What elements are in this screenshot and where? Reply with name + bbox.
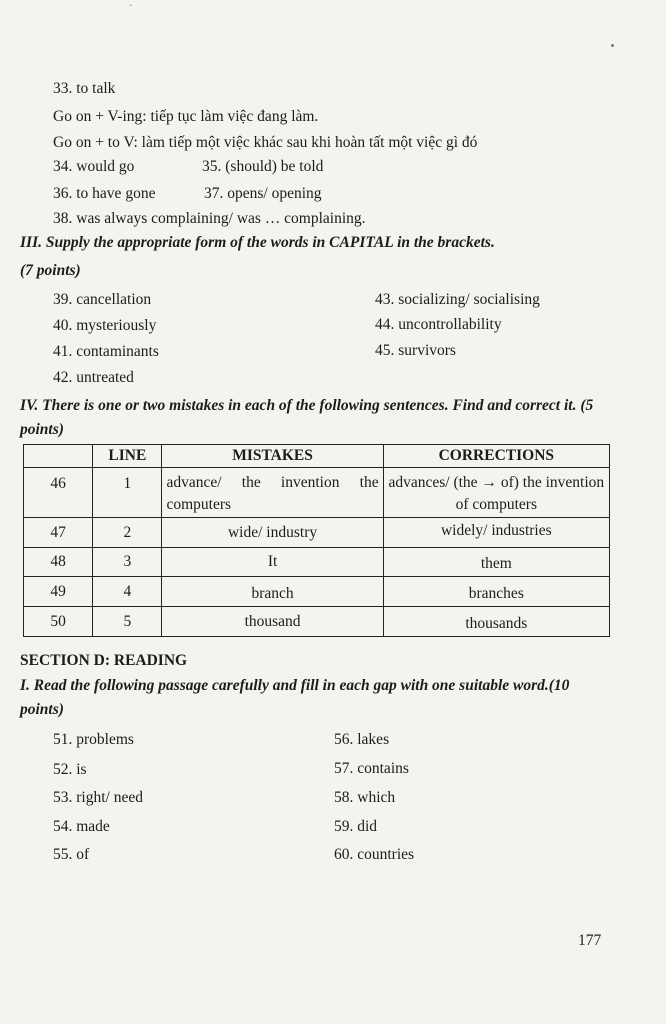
row-line: 5	[93, 607, 162, 637]
answer-33: 33. to talk	[53, 80, 116, 97]
answer-51: 51. problems	[53, 731, 134, 748]
answer-52: 52. is	[53, 761, 87, 778]
answer-37: 37. opens/ opening	[204, 185, 322, 202]
goon-ving-note: Go on + V-ing: tiếp tục làm việc đang làm.	[53, 108, 319, 125]
part3-points: (7 points)	[20, 262, 81, 279]
row-number: 49	[24, 577, 93, 607]
part3-heading: III. Supply the appropriate form of the words in CAPITAL in the brackets.	[20, 234, 495, 251]
row-line: 3	[93, 548, 162, 577]
table-header-row	[24, 445, 610, 468]
row-correction: thousands	[383, 607, 609, 637]
row-correction: branches	[383, 577, 609, 607]
header-mistakes: MISTAKES	[162, 445, 383, 468]
answer-36: 36. to have gone	[53, 185, 156, 202]
goon-tov-note: Go on + to V: làm tiếp một việc khác sau khi hoàn tất một việc gì đó	[53, 134, 478, 151]
answer-34: 34. would go	[53, 158, 135, 175]
row-correction: advances/ (the → of) the invention of computers	[383, 468, 609, 518]
answer-38: 38. was always complaining/ was … complaining.	[53, 210, 366, 227]
table-row	[24, 518, 610, 548]
header-line: LINE	[93, 445, 162, 468]
answer-56: 56. lakes	[334, 731, 390, 748]
row-number: 47	[24, 518, 93, 548]
answer-45: 45. survivors	[375, 342, 456, 359]
answer-53: 53. right/ need	[53, 789, 143, 806]
corner-mark: ˇ	[129, 3, 132, 13]
table-row	[24, 577, 610, 607]
row-mistake: branch	[162, 577, 383, 607]
row-line: 4	[93, 577, 162, 607]
section-d-title: SECTION D: READING	[20, 652, 188, 669]
answer-60: 60. countries	[334, 846, 415, 863]
answer-35: 35. (should) be told	[202, 158, 324, 175]
answer-40: 40. mysteriously	[53, 317, 157, 334]
table-row	[24, 607, 610, 637]
row-mistake: advance/ the invention the computers	[162, 468, 383, 518]
answer-41: 41. contaminants	[53, 343, 159, 360]
part4-heading: IV. There is one or two mistakes in each of the following sentences. Find and correct it. (5 points)	[20, 397, 594, 438]
row-line: 2	[93, 518, 162, 548]
row-correction: them	[383, 548, 609, 577]
header-number	[24, 445, 93, 468]
row-mistake: wide/ industry	[162, 518, 383, 548]
answer-57: 57. contains	[334, 760, 409, 777]
row-number: 46	[24, 468, 93, 518]
row-line: 1	[93, 468, 162, 518]
ink-dot	[611, 44, 614, 47]
answer-39: 39. cancellation	[53, 291, 152, 308]
row-correction: widely/ industries	[383, 518, 609, 548]
table-row	[24, 548, 610, 577]
row-number: 50	[24, 607, 93, 637]
answer-44: 44. uncontrollability	[375, 316, 502, 333]
table-row	[24, 468, 610, 518]
header-corrections: CORRECTIONS	[383, 445, 609, 468]
answer-42: 42. untreated	[53, 369, 134, 386]
answer-43: 43. socializing/ socialising	[375, 291, 540, 308]
answer-59: 59. did	[334, 818, 378, 835]
row-number: 48	[24, 548, 93, 577]
mistakes-table	[23, 444, 610, 637]
row-mistake: thousand	[162, 607, 383, 637]
answer-58: 58. which	[334, 789, 396, 806]
section-d-heading: I. Read the following passage carefully and fill in each gap with one suitable word.(10 points)	[20, 677, 570, 718]
answer-54: 54. made	[53, 818, 110, 835]
answer-55: 55. of	[53, 846, 90, 863]
row-mistake: It	[162, 548, 383, 577]
page-number: 177	[578, 932, 602, 949]
